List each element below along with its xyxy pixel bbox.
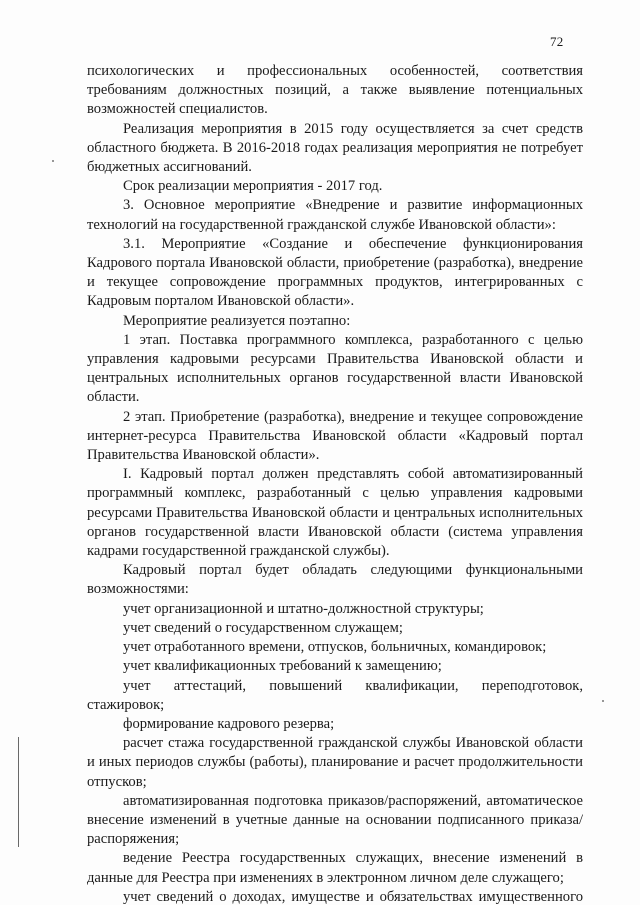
list-item: учет сведений о государственном служащем; — [123, 619, 403, 636]
list-item: ведение Реестра государственных служащих, внесение изменений в данные для Реестра при изменениях в электронном личном деле служащего; — [87, 850, 583, 886]
paragraph: Мероприятие реализуется поэтапно: — [123, 312, 351, 329]
paragraph: 3. Основное мероприятие «Внедрение и развитие информационных технологий на государственной гражданской службе Ивановской области»: — [87, 197, 583, 233]
scan-speck — [602, 700, 604, 702]
paragraph: Срок реализации мероприятия - 2017 год. — [123, 178, 383, 195]
list-item: формирование кадрового резерва; — [123, 715, 335, 732]
list-item: учет сведений о доходах, имуществе и обязательствах имущественного — [123, 888, 583, 905]
paragraph: I. Кадровый портал должен представлять собой автоматизированный программный комплекс, разработанный с целью управления кадровыми ресурсами Правительства Ивановской области и центральных исполнительных органов государственной власти Ивановской области (система управления кадрами государственной гражданской службы). — [87, 466, 583, 560]
paragraph: Реализация мероприятия в 2015 году осуществляется за счет средств областного бюджета. В 2016-2018 годах реализация мероприятия не потребует бюджетных ассигнований. — [87, 120, 583, 176]
paragraph: Кадровый портал будет обладать следующими функциональными возможностями: — [87, 562, 583, 598]
page-number: 72 — [550, 34, 564, 49]
paragraph: 3.1. Мероприятие «Создание и обеспечение функционирования Кадрового портала Ивановской области, приобретение (разработка), внедрение и текущее сопровождение программных продуктов, интегрированных с Кадровым порталом Ивановской области». — [87, 235, 583, 310]
list-item: автоматизированная подготовка приказов/распоряжений, автоматическое внесение изменений в учетные данные на основании подписанного приказа/распоряжения; — [87, 792, 583, 848]
list-item: учет организационной и штатно-должностной структуры; — [123, 600, 484, 617]
paragraph: 2 этап. Приобретение (разработка), внедрение и текущее сопровождение интернет-ресурса Правительства Ивановской области «Кадровый портал Правительства Ивановской области». — [87, 408, 583, 464]
paragraph: психологических и профессиональных особенностей, соответствия требованиям должностных позиций, а также выявление потенциальных возможностей специалистов. — [87, 63, 583, 118]
list-item: учет отработанного времени, отпусков, больничных, командировок; — [123, 639, 547, 656]
scan-speck — [52, 160, 54, 162]
paragraph: 1 этап. Поставка программного комплекса, разработанного с целью управления кадровыми ресурсами Правительства Ивановской области и центральных исполнительных органов государственной власти Ивановской области. — [87, 331, 583, 406]
scan-edge-mark — [18, 737, 19, 847]
document-body — [87, 62, 583, 907]
list-item: расчет стажа государственной гражданской службы Ивановской области и иных периодов службы (работы), планирование и расчет продолжительности отпусков; — [87, 735, 583, 790]
list-item: учет аттестаций, повышений квалификации, переподготовок, стажировок; — [87, 677, 583, 713]
list-item: учет квалификационных требований к замещению; — [123, 658, 442, 675]
